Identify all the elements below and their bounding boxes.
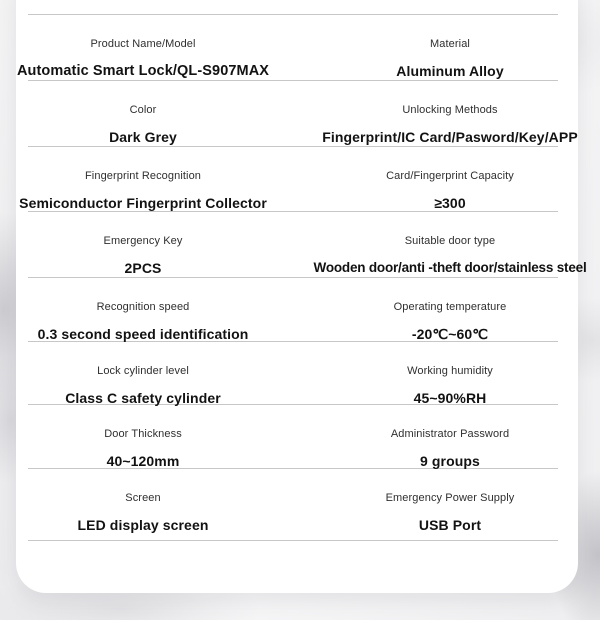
spec-label: Working humidity [407, 365, 493, 377]
spec-cell-fingerprint-recognition [19, 147, 267, 212]
spec-cell-product-name [16, 15, 270, 80]
spec-cell-card-capacity [342, 147, 558, 212]
spec-row-key-doortype [28, 212, 587, 278]
spec-row-product-material [16, 15, 558, 81]
spec-label: Suitable door type [404, 235, 496, 247]
spec-value: Semiconductor Fingerprint Collector [19, 195, 267, 211]
spec-label: Product Name/Model [90, 38, 196, 50]
spec-value: 9 groups [420, 453, 480, 469]
spec-value: 0.3 second speed identification [37, 326, 249, 342]
spec-label: Screen [125, 492, 161, 504]
spec-row-speed-temperature [28, 278, 558, 342]
spec-value: Dark Grey [109, 129, 177, 145]
spec-card [16, 0, 587, 593]
spec-cell-emergency-key [28, 212, 258, 277]
spec-value: 45~90%RH [413, 390, 487, 406]
spec-table [16, 14, 587, 541]
spec-row-color-unlocking [28, 81, 578, 147]
spec-label: Emergency Power Supply [385, 492, 515, 504]
spec-row-thickness-password [28, 405, 558, 469]
spec-label: Operating temperature [393, 301, 507, 313]
spec-label: Door Thickness [104, 428, 182, 440]
spec-label: Emergency Key [103, 235, 183, 247]
spec-value: LED display screen [77, 517, 209, 533]
spec-value: Fingerprint/IC Card/Pasword/Key/APP [322, 129, 578, 145]
spec-cell-color [28, 81, 258, 146]
spec-cell-lock-cylinder [28, 342, 258, 407]
spec-cell-material [342, 15, 558, 80]
spec-cell-door-thickness [28, 405, 258, 470]
spec-value: Aluminum Alloy [396, 63, 504, 79]
spec-label: Material [430, 38, 470, 50]
spec-cell-admin-password [342, 405, 558, 470]
spec-label: Administrator Password [390, 428, 510, 440]
spec-label: Unlocking Methods [402, 104, 498, 116]
spec-cell-operating-temperature [342, 278, 558, 343]
spec-value: 2PCS [124, 260, 162, 276]
spec-value: Wooden door/anti -theft door/stainless steel [313, 260, 587, 275]
spec-label: Color [129, 104, 157, 116]
spec-row-fingerprint-capacity [19, 147, 558, 212]
spec-row-screen-power [28, 469, 558, 541]
spec-value: -20℃~60℃ [411, 326, 489, 342]
spec-value: Automatic Smart Lock/QL-S907MAX [16, 63, 270, 79]
spec-label: Recognition speed [96, 301, 190, 313]
spec-value: 40~120mm [106, 453, 180, 469]
spec-cell-door-type [313, 212, 587, 277]
spec-cell-working-humidity [342, 342, 558, 407]
spec-row-cylinder-humidity [28, 342, 558, 405]
spec-label: Card/Fingerprint Capacity [386, 170, 514, 182]
spec-cell-unlocking-methods [322, 81, 578, 146]
spec-cell-screen [28, 469, 258, 540]
spec-label: Fingerprint Recognition [84, 170, 202, 182]
spec-cell-recognition-speed [28, 278, 258, 343]
spec-cell-emergency-power [342, 469, 558, 540]
spec-value: Class C safety cylinder [65, 390, 221, 406]
spec-value: USB Port [418, 517, 482, 533]
spec-value: ≥300 [434, 195, 466, 211]
spec-label: Lock cylinder level [97, 365, 189, 377]
